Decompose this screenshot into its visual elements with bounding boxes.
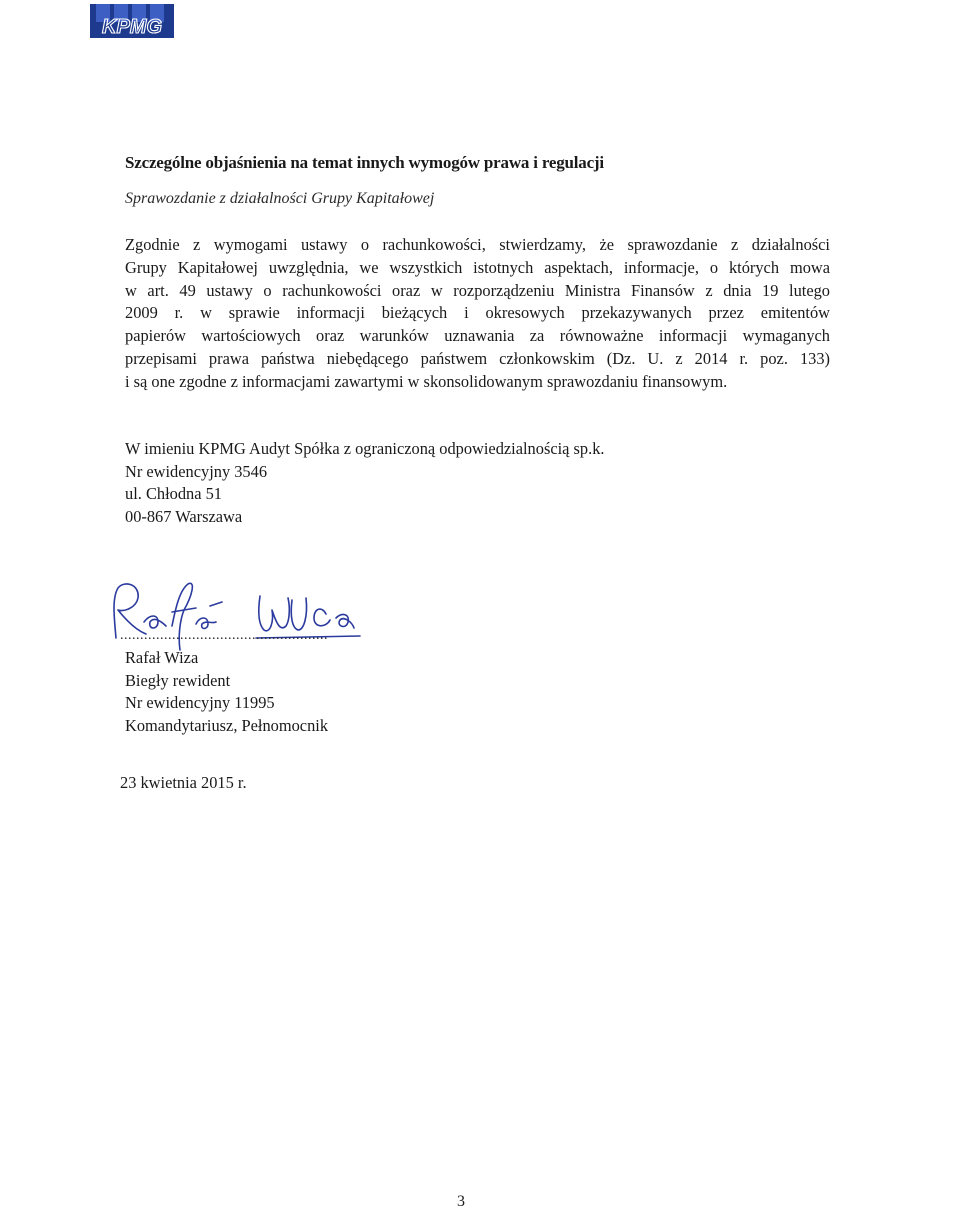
paragraph-line: papierów wartościowych oraz warunków uznawania za równoważne informacji wymaganych	[125, 326, 830, 346]
handwritten-signature	[100, 576, 400, 656]
auditor-role: Biegły rewident	[125, 670, 231, 690]
paragraph-line: Grupy Kapitałowej uwzględnia, we wszystkich istotnych aspektach, informacje, o których mowa	[125, 257, 830, 277]
auditor-block	[125, 647, 328, 737]
paragraph-line: 2009 r. w sprawie informacji bieżących i okresowych przekazywanych przez emitentów	[125, 303, 830, 323]
company-city: 00-867 Warszawa	[125, 506, 243, 526]
company-street: ul. Chłodna 51	[125, 484, 222, 503]
paragraph-line: i są one zgodne z informacjami zawartymi w skonsolidowanym sprawozdaniu finansowym.	[125, 371, 728, 391]
kpmg-logo	[90, 4, 174, 38]
section-heading: Szczególne objaśnienia na temat innych wymogów prawa i regulacji	[125, 153, 604, 172]
svg-text:KPMG: KPMG	[102, 16, 162, 38]
signature-dotted-line: ....................................................	[120, 628, 328, 643]
company-registration: Nr ewidencyjny 3546	[125, 461, 268, 481]
document-date: 23 kwietnia 2015 r.	[120, 773, 247, 792]
paragraph-line: Zgodnie z wymogami ustawy o rachunkowości, stwierdzamy, że sprawozdanie z działalności	[125, 235, 830, 254]
auditor-title: Komandytariusz, Pełnomocnik	[125, 715, 329, 735]
auditor-name: Rafał Wiza	[125, 648, 199, 667]
company-name: W imieniu KPMG Audyt Spółka z ograniczoną odpowiedzialnością sp.k.	[125, 439, 605, 458]
paragraph-line: w art. 49 ustawy o rachunkowości oraz w rozporządzeniu Ministra Finansów z dnia 19 lutego	[125, 280, 830, 300]
section-subheading: Sprawozdanie z działalności Grupy Kapitałowej	[125, 190, 435, 207]
auditor-registration: Nr ewidencyjny 11995	[125, 693, 275, 712]
body-paragraph	[125, 234, 830, 394]
page-number: 3	[457, 1193, 465, 1210]
paragraph-line: przepisami prawa państwa niebędącego państwem członkowskim (Dz. U. z 2014 r. poz. 133)	[125, 348, 830, 368]
company-block	[125, 438, 605, 528]
